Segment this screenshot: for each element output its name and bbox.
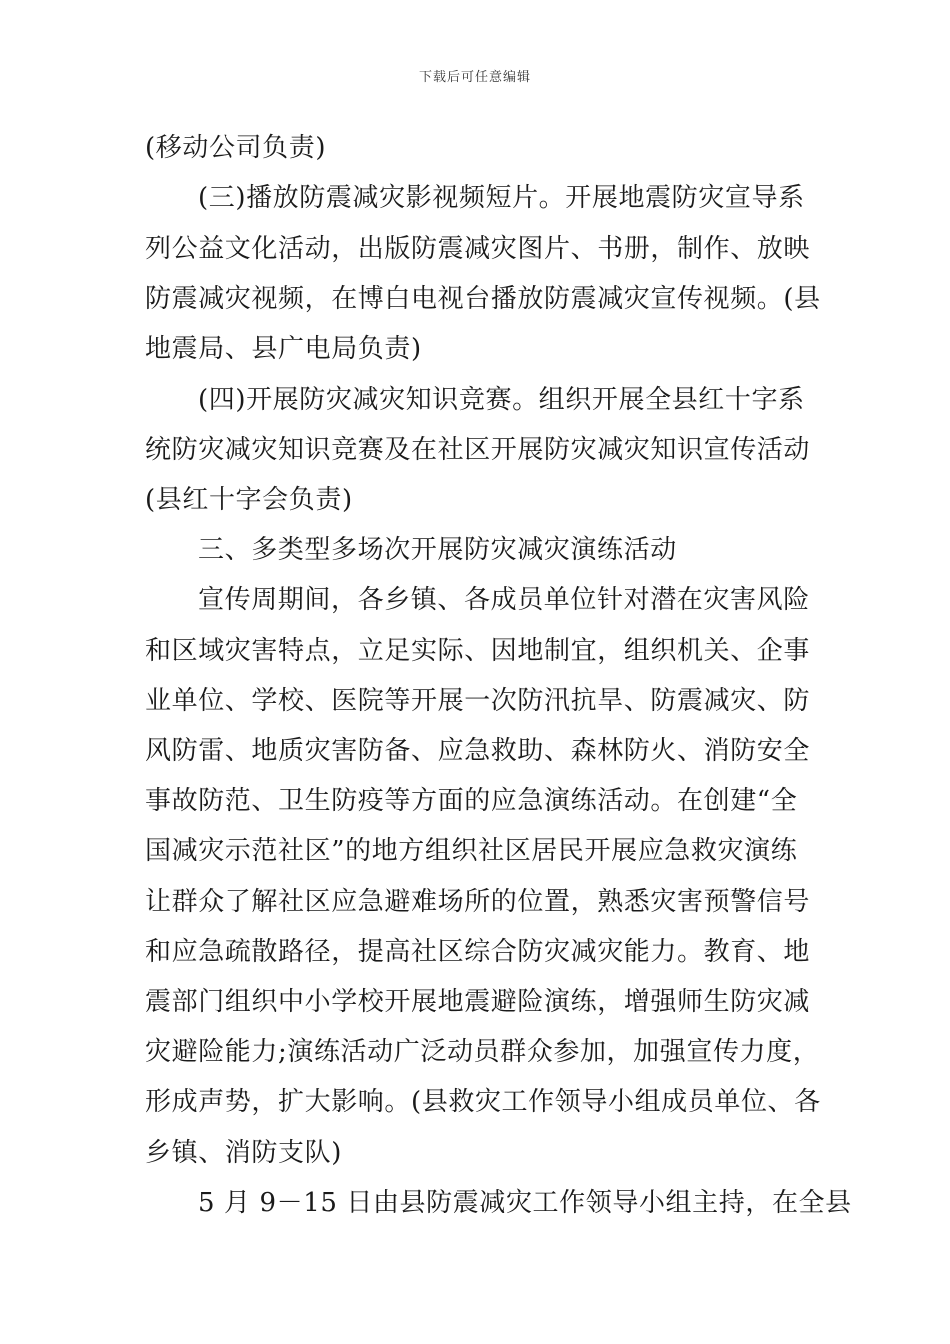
text-line: 5 月 9－15 日由县防震减灾工作领导小组主持，在全县 <box>198 1188 852 1218</box>
text-line: 让群众了解社区应急避难场所的位置，熟悉灾害预警信号 <box>145 887 811 917</box>
text-line: (四)开展防灾减灾知识竞赛。组织开展全县红十字系 <box>198 385 805 415</box>
text-line: (县红十字会负责) <box>145 485 353 515</box>
text-line: 乡镇、消防支队) <box>145 1138 342 1168</box>
text-line: 事故防范、卫生防疫等方面的应急演练活动。在创建“全 <box>145 786 798 816</box>
text-line: 宣传周期间，各乡镇、各成员单位针对潜在灾害风险 <box>198 585 810 615</box>
text-line: (三)播放防震减灾影视频短片。开展地震防灾宣导系 <box>198 183 805 213</box>
text-line: 和应急疏散路径，提高社区综合防灾减灾能力。教育、地 <box>145 937 811 967</box>
text-line: 形成声势，扩大影响。(县救灾工作领导小组成员单位、各 <box>145 1087 821 1117</box>
text-line: 业单位、学校、医院等开展一次防汛抗旱、防震减灾、防 <box>145 686 811 716</box>
text-line: 风防雷、地质灾害防备、应急救助、森林防火、消防安全 <box>145 736 811 766</box>
text-line: 列公益文化活动，出版防震减灾图片、书册，制作、放映 <box>145 234 811 264</box>
text-line: 灾避险能力;演练活动广泛动员群众参加，加强宣传力度， <box>145 1037 820 1067</box>
text-line: 防震减灾视频，在博白电视台播放防震减灾宣传视频。(县 <box>145 284 821 314</box>
text-line: 统防灾减灾知识竞赛及在社区开展防灾减灾知识宣传活动 <box>145 435 811 465</box>
text-line: 震部门组织中小学校开展地震避险演练，增强师生防灾减 <box>145 987 811 1017</box>
text-line: (移动公司负责) <box>145 133 327 163</box>
page-header: 下载后可任意编辑 <box>418 70 531 85</box>
section-heading: 三、多类型多场次开展防灾减灾演练活动 <box>198 535 677 565</box>
text-line: 国减灾示范社区”的地方组织社区居民开展应急救灾演练 <box>145 836 798 866</box>
text-line: 和区域灾害特点，立足实际、因地制宜，组织机关、企事 <box>145 636 811 666</box>
text-line: 地震局、县广电局负责) <box>145 334 422 364</box>
